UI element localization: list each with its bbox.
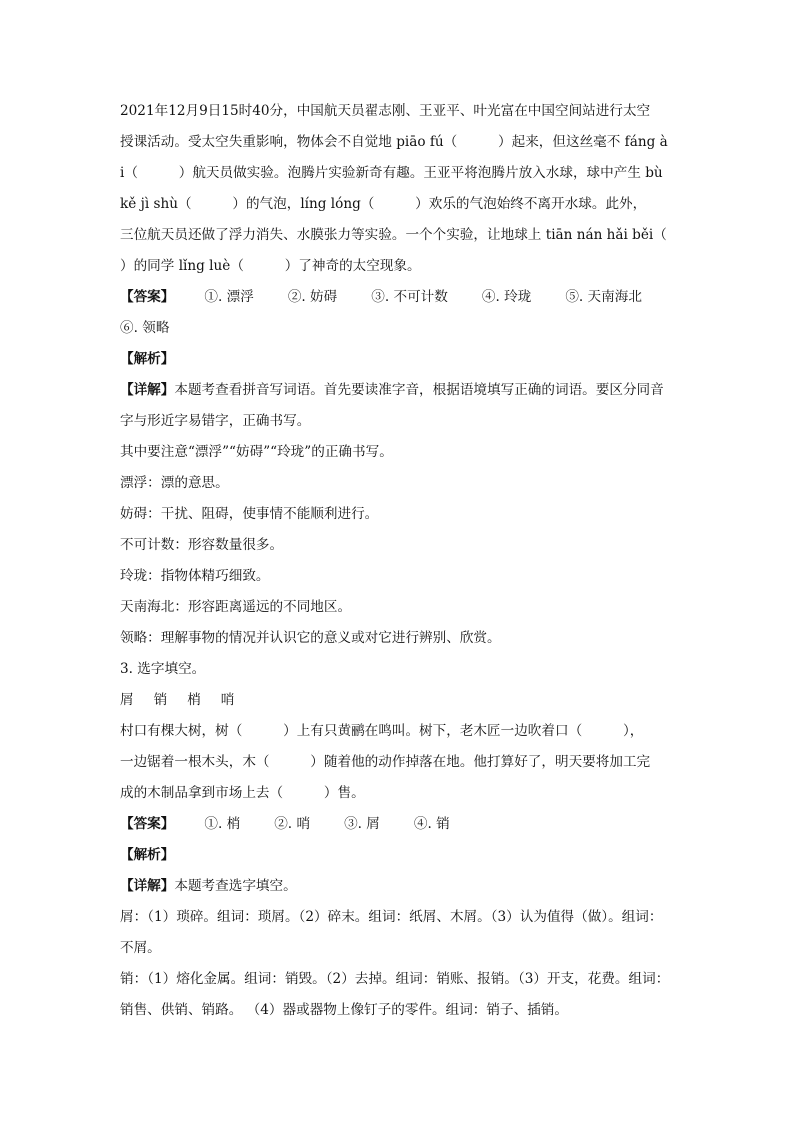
detail-text: 本题考查看拼音写词语。首先要读准字音，根据语境填写正确的词语。要区分同音 [174, 382, 664, 398]
definition-item: 妨碍：干扰、阻碍，使事情不能顺利进行。 [120, 506, 379, 522]
q2-passage-line-6: ）的同学 lǐng luè（ ）了神奇的太空现象。 [120, 258, 421, 274]
definition-item: 天南海北：形容距离遥远的不同地区。 [120, 599, 352, 615]
detail-label: 【详解】 [120, 382, 175, 398]
answer-item: ①. 漂浮 [204, 289, 254, 305]
answer-label: 【答案】 [120, 816, 175, 832]
q2-passage-line-4: kě jì shù（ ）的气泡，líng lóng（ ）欢乐的气泡始终不离开水球。此外， [120, 196, 647, 212]
answer-item: ③. 不可计数 [371, 289, 448, 305]
char-option: 梢 [187, 692, 201, 708]
q3-passage-line-2: 一边锯着一根木头，木（ ）随着他的动作掉落在地。他打算好了，明天要将加工完 [120, 754, 651, 770]
q3-explain-line-2: 不屑。 [120, 940, 161, 956]
q3-character-options [120, 685, 680, 716]
q3-passage-line-1: 村口有棵大树，树（ ）上有只黄鹂在鸣叫。树下，老木匠一边吹着口（ ）， [120, 723, 644, 739]
q2-passage-line-5: 三位航天员还做了浮力消失、水膜张力等实验。一个个实验，让地球上 tiān nán hǎi běi（ [120, 227, 667, 243]
analysis-label: 【解析】 [120, 351, 175, 367]
detail-text: 本题考查选字填空。 [174, 878, 297, 894]
q2-answer-row [120, 282, 680, 313]
char-option: 哨 [220, 692, 235, 708]
answer-item: ②. 哨 [274, 816, 311, 832]
document-page [120, 96, 680, 1026]
answer-item: ③. 屑 [344, 816, 380, 832]
char-option: 屑 [120, 692, 134, 708]
answer-label: 【答案】 [120, 289, 175, 305]
answer-item: ②. 妨碍 [287, 289, 338, 305]
definition-item: 玲珑：指物体精巧细致。 [120, 568, 270, 584]
q2-note: 其中要注意“漂浮”“妨碍”“玲珑”的正确书写。 [120, 444, 393, 460]
answer-item: ④. 销 [413, 816, 450, 832]
answer-item: ⑤. 天南海北 [565, 289, 642, 305]
q3-explain-line-1: 屑：（1）琐碎。组词：琐屑。（2）碎末。组词：纸屑、木屑。（3）认为值得（做）。组词： [120, 909, 663, 925]
q2-detail-line-1 [120, 375, 680, 406]
q2-passage-line-1: 2021年12月9日15时40分，中国航天员翟志刚、王亚平、叶光富在中国空间站进行太空 [120, 103, 651, 119]
q3-answer-row [120, 809, 680, 840]
q2-detail-line-2: 字与形近字易错字，正确书写。 [120, 413, 311, 429]
q3-title: 3. 选字填空。 [120, 661, 206, 677]
char-option: 销 [153, 692, 168, 708]
q3-explain-line-4: 销售、供销、销路。 （4）器或器物上像钉子的零件。组词：销子、插销。 [120, 1002, 568, 1018]
answer-item: ①. 梢 [204, 816, 241, 832]
q3-passage-line-3: 成的木制品拿到市场上去（ ）售。 [120, 785, 365, 801]
q2-answer-row-2: ⑥. 领略 [120, 320, 170, 336]
q2-passage-line-3: i（ ）航天员做实验。泡腾片实验新奇有趣。王亚平将泡腾片放入水球，球中产生 bù [120, 165, 663, 181]
q2-passage-line-2: 授课活动。受太空失重影响，物体会不自觉地 piāo fú（ ）起来，但这丝毫不 fáng à [120, 134, 668, 150]
answer-item: ④. 玲珑 [481, 289, 532, 305]
definition-item: 漂浮：漂的意思。 [120, 475, 229, 491]
detail-label: 【详解】 [120, 878, 175, 894]
definition-item: 不可计数：形容数量很多。 [120, 537, 284, 553]
q3-explain-line-3: 销：（1）熔化金属。组词：销毁。（2）去掉。组词：销账、报销。（3）开支，花费。组词： [120, 971, 670, 987]
definition-item: 领略：理解事物的情况并认识它的意义或对它进行辨别、欣赏。 [120, 630, 501, 646]
q3-detail-line [120, 871, 680, 902]
analysis-label: 【解析】 [120, 847, 175, 863]
